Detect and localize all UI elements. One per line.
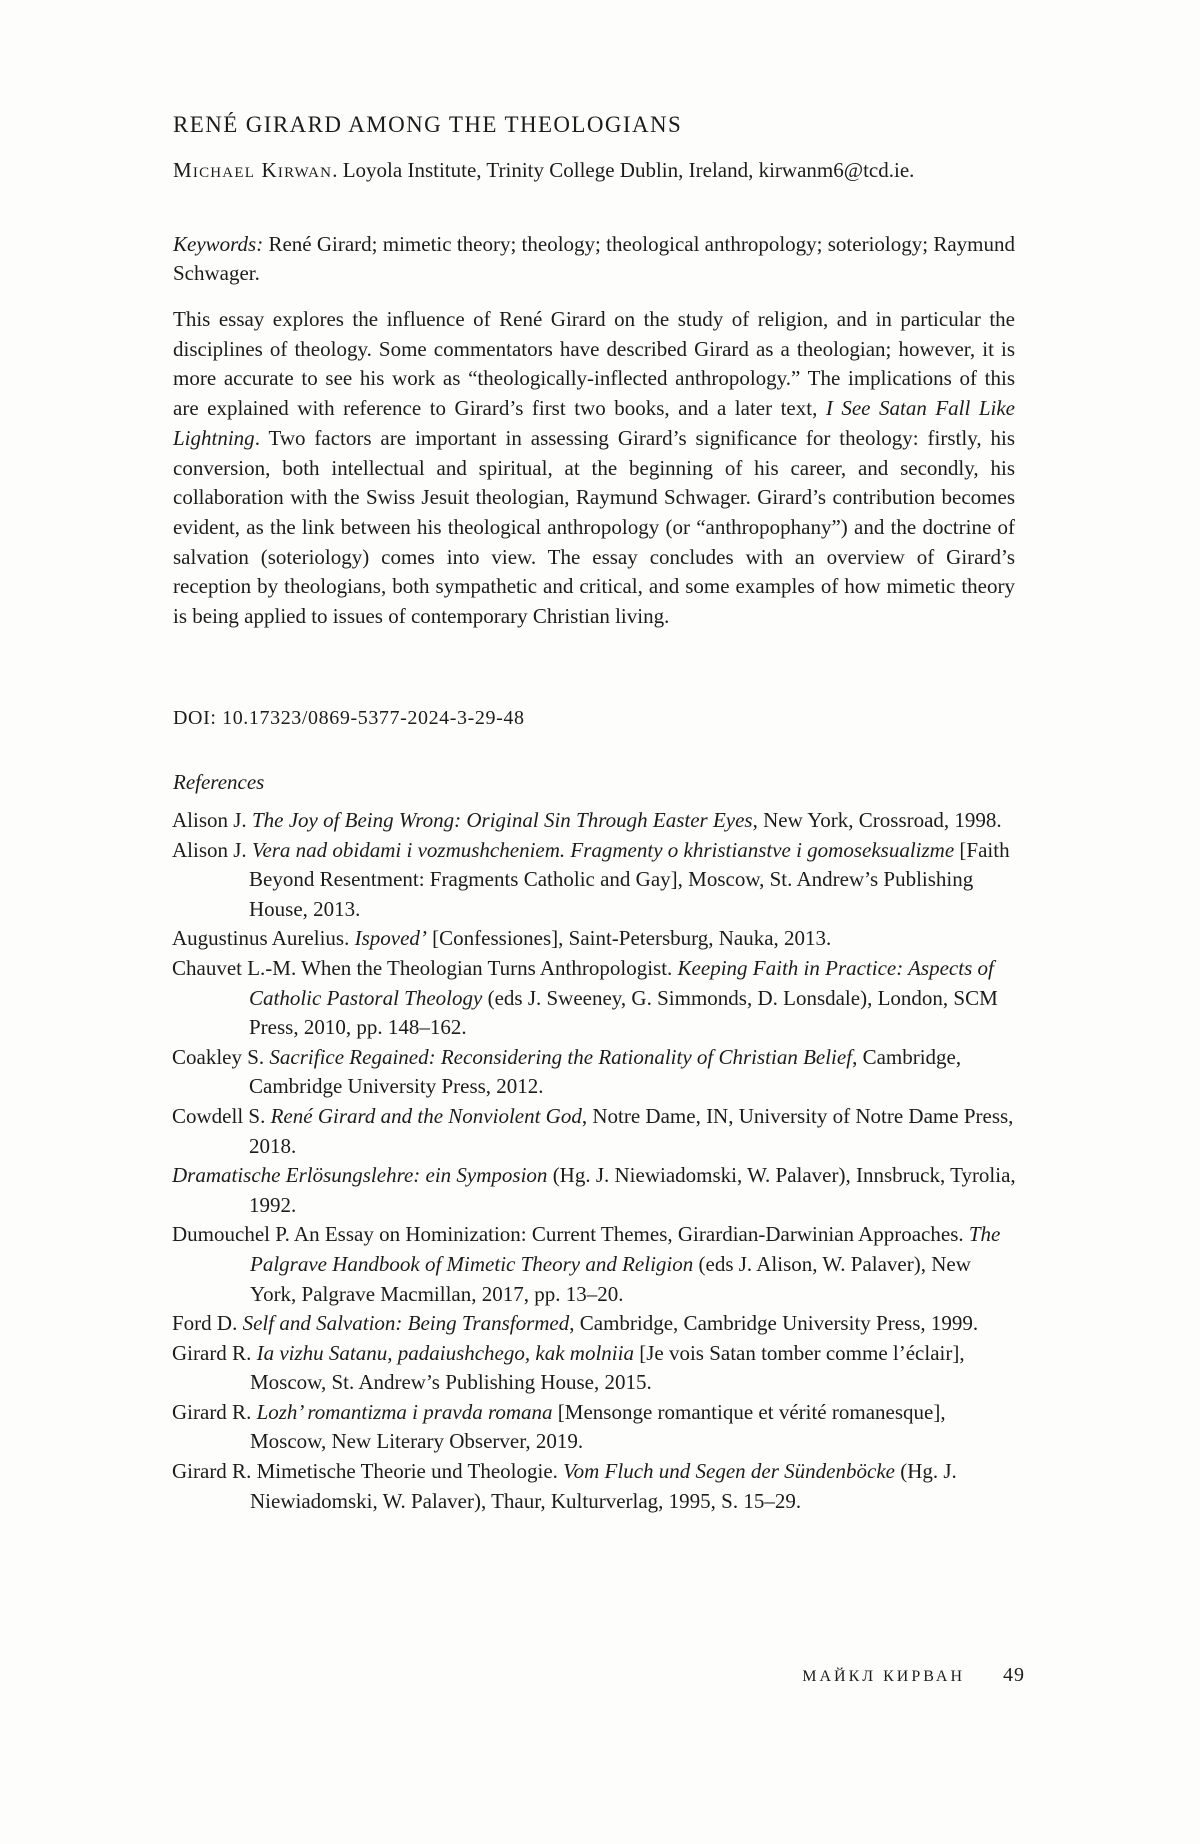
reference-title: Vom Fluch und Segen der Sündenböcke — [563, 1459, 895, 1484]
author-line — [173, 155, 1015, 185]
reference-item — [172, 1102, 1017, 1161]
reference-title: Vera nad obidami i vozmushcheniem. Fragmenty o khristianstve i gomoseksualizme — [251, 837, 955, 862]
reference-item — [172, 1398, 1017, 1457]
reference-publication: [Mensonge romantique et vérité romanesque], Moscow, New Literary Observer, 2019. — [250, 1399, 946, 1454]
reference-item — [172, 1220, 1017, 1309]
abstract-text-part1: This essay explores the influence of René Girard on the study of religion, and in particular the disciplines of theology. Some commentators have described Girard as a theologian; however, it is more accurate to see his work as “theologically-inflected anthropology.” The implications of this are explained with reference to Girard’s first two books, and a later text, — [173, 307, 1015, 421]
references-heading: References — [173, 770, 265, 794]
reference-title: Self and Salvation: Being Transformed — [242, 1311, 570, 1336]
abstract-text-part2: . Two factors are important in assessing Girard’s significance for theology: firstly, his conversion, both intellectual and spiritual, at the beginning of his career, and secondly, his collaboration with the Swiss Jesuit theologian, Raymund Schwager. Girard’s contribution becomes evident, as the link between his theological anthropology (or “anthropophany”) and the doctrine of salvation (soteriology) comes into view. The essay concludes with an overview of Girard’s reception by theologians, both sympathetic and critical, and some examples of how mimetic theory is being applied to issues of contemporary Christian living. — [173, 425, 1015, 629]
reference-author: Coakley S. — [172, 1044, 270, 1069]
reference-publication: , Cambridge, Cambridge University Press, 2012. — [249, 1044, 962, 1099]
references-list — [172, 806, 1017, 1516]
reference-author: Girard R. — [172, 1340, 257, 1365]
abstract-book-title: I See Satan Fall Like Lightning — [173, 396, 1015, 450]
reference-item — [172, 924, 1017, 954]
reference-item — [172, 1043, 1017, 1102]
reference-publication: [Je vois Satan tomber comme l’éclair], Moscow, St. Andrew’s Publishing House, 2015. — [250, 1340, 965, 1395]
reference-author: Augustinus Aurelius. — [172, 926, 355, 951]
reference-title: Keeping Faith in Practice: Aspects of Catholic Pastoral Theology — [249, 955, 994, 1010]
reference-title: René Girard and the Nonviolent God — [270, 1103, 582, 1128]
reference-item — [172, 1309, 1017, 1339]
reference-author: Girard R. Mimetische Theorie und Theologie. — [172, 1459, 564, 1484]
reference-item — [172, 1457, 1017, 1516]
reference-title: The Palgrave Handbook of Mimetic Theory and Religion — [250, 1222, 1001, 1276]
reference-item — [172, 806, 1017, 836]
reference-publication: , New York, Crossroad, 1998. — [752, 808, 1002, 832]
reference-author: Alison J. — [172, 837, 252, 862]
reference-title: Lozh’ romantizma i pravda romana — [256, 1399, 553, 1424]
reference-publication: [Faith Beyond Resentment: Fragments Catholic and Gay], Moscow, St. Andrew’s Publishing House, 2013. — [249, 837, 1010, 921]
reference-publication: (eds J. Sweeney, G. Simmonds, D. Lonsdale), London, SCM Press, 2010, pp. 148–162. — [249, 985, 998, 1040]
reference-publication: (Hg. J. Niewiadomski, W. Palaver), Innsbruck, Tyrolia, 1992. — [249, 1163, 1016, 1217]
author-affiliation: . Loyola Institute, Trinity College Dublin, Ireland, kirwanm6@tcd.ie. — [332, 158, 915, 182]
doi: DOI: 10.17323/0869-5377-2024-3-29-48 — [173, 707, 525, 729]
reference-item — [172, 836, 1017, 925]
author-name: Michael Kirwan — [173, 158, 333, 182]
reference-title: Sacrifice Regained: Reconsidering the Rationality of Christian Belief — [269, 1044, 853, 1069]
keywords-list: René Girard; mimetic theory; theology; theological anthropology; soteriology; Raymund Schwager. — [173, 232, 1015, 285]
running-head: МАЙКЛ КИРВАН — [802, 1668, 965, 1685]
keywords-line — [173, 230, 1015, 288]
abstract — [173, 305, 1015, 632]
reference-author: Cowdell S. — [172, 1103, 271, 1128]
reference-author: Dumouchel P. An Essay on Hominization: Current Themes, Girardian-Darwinian Approaches. — [172, 1222, 969, 1247]
reference-title: The Joy of Being Wrong: Original Sin Through Easter Eyes — [251, 808, 753, 832]
reference-author: Alison J. — [172, 808, 252, 832]
page-footer — [802, 1664, 1025, 1687]
reference-publication: (Hg. J. Niewiadomski, W. Palaver), Thaur, Kulturverlag, 1995, S. 15–29. — [250, 1459, 957, 1513]
reference-author: Chauvet L.-M. When the Theologian Turns Anthropologist. — [172, 955, 678, 980]
reference-item — [172, 1339, 1017, 1398]
reference-item — [172, 954, 1017, 1043]
reference-author: Ford D. — [172, 1311, 243, 1336]
reference-item — [172, 1161, 1017, 1220]
article-title: RENÉ GIRARD AMONG THE THEOLOGIANS — [173, 112, 683, 137]
reference-author: Girard R. — [172, 1399, 257, 1424]
keywords-label: Keywords: — [173, 232, 264, 256]
page-number: 49 — [1003, 1664, 1025, 1686]
reference-title: Dramatische Erlösungslehre: ein Symposion — [172, 1163, 548, 1188]
reference-publication: [Confessiones], Saint-Petersburg, Nauka, 2013. — [426, 926, 832, 951]
reference-title: Ia vizhu Satanu, padaiushchego, kak molniia — [256, 1340, 634, 1365]
reference-title: Ispoved’ — [354, 926, 427, 951]
reference-publication: , Notre Dame, IN, University of Notre Dame Press, 2018. — [249, 1103, 1014, 1158]
reference-publication: , Cambridge, Cambridge University Press, 1999. — [569, 1311, 979, 1336]
reference-publication: (eds J. Alison, W. Palaver), New York, Palgrave Macmillan, 2017, pp. 13–20. — [250, 1251, 971, 1306]
